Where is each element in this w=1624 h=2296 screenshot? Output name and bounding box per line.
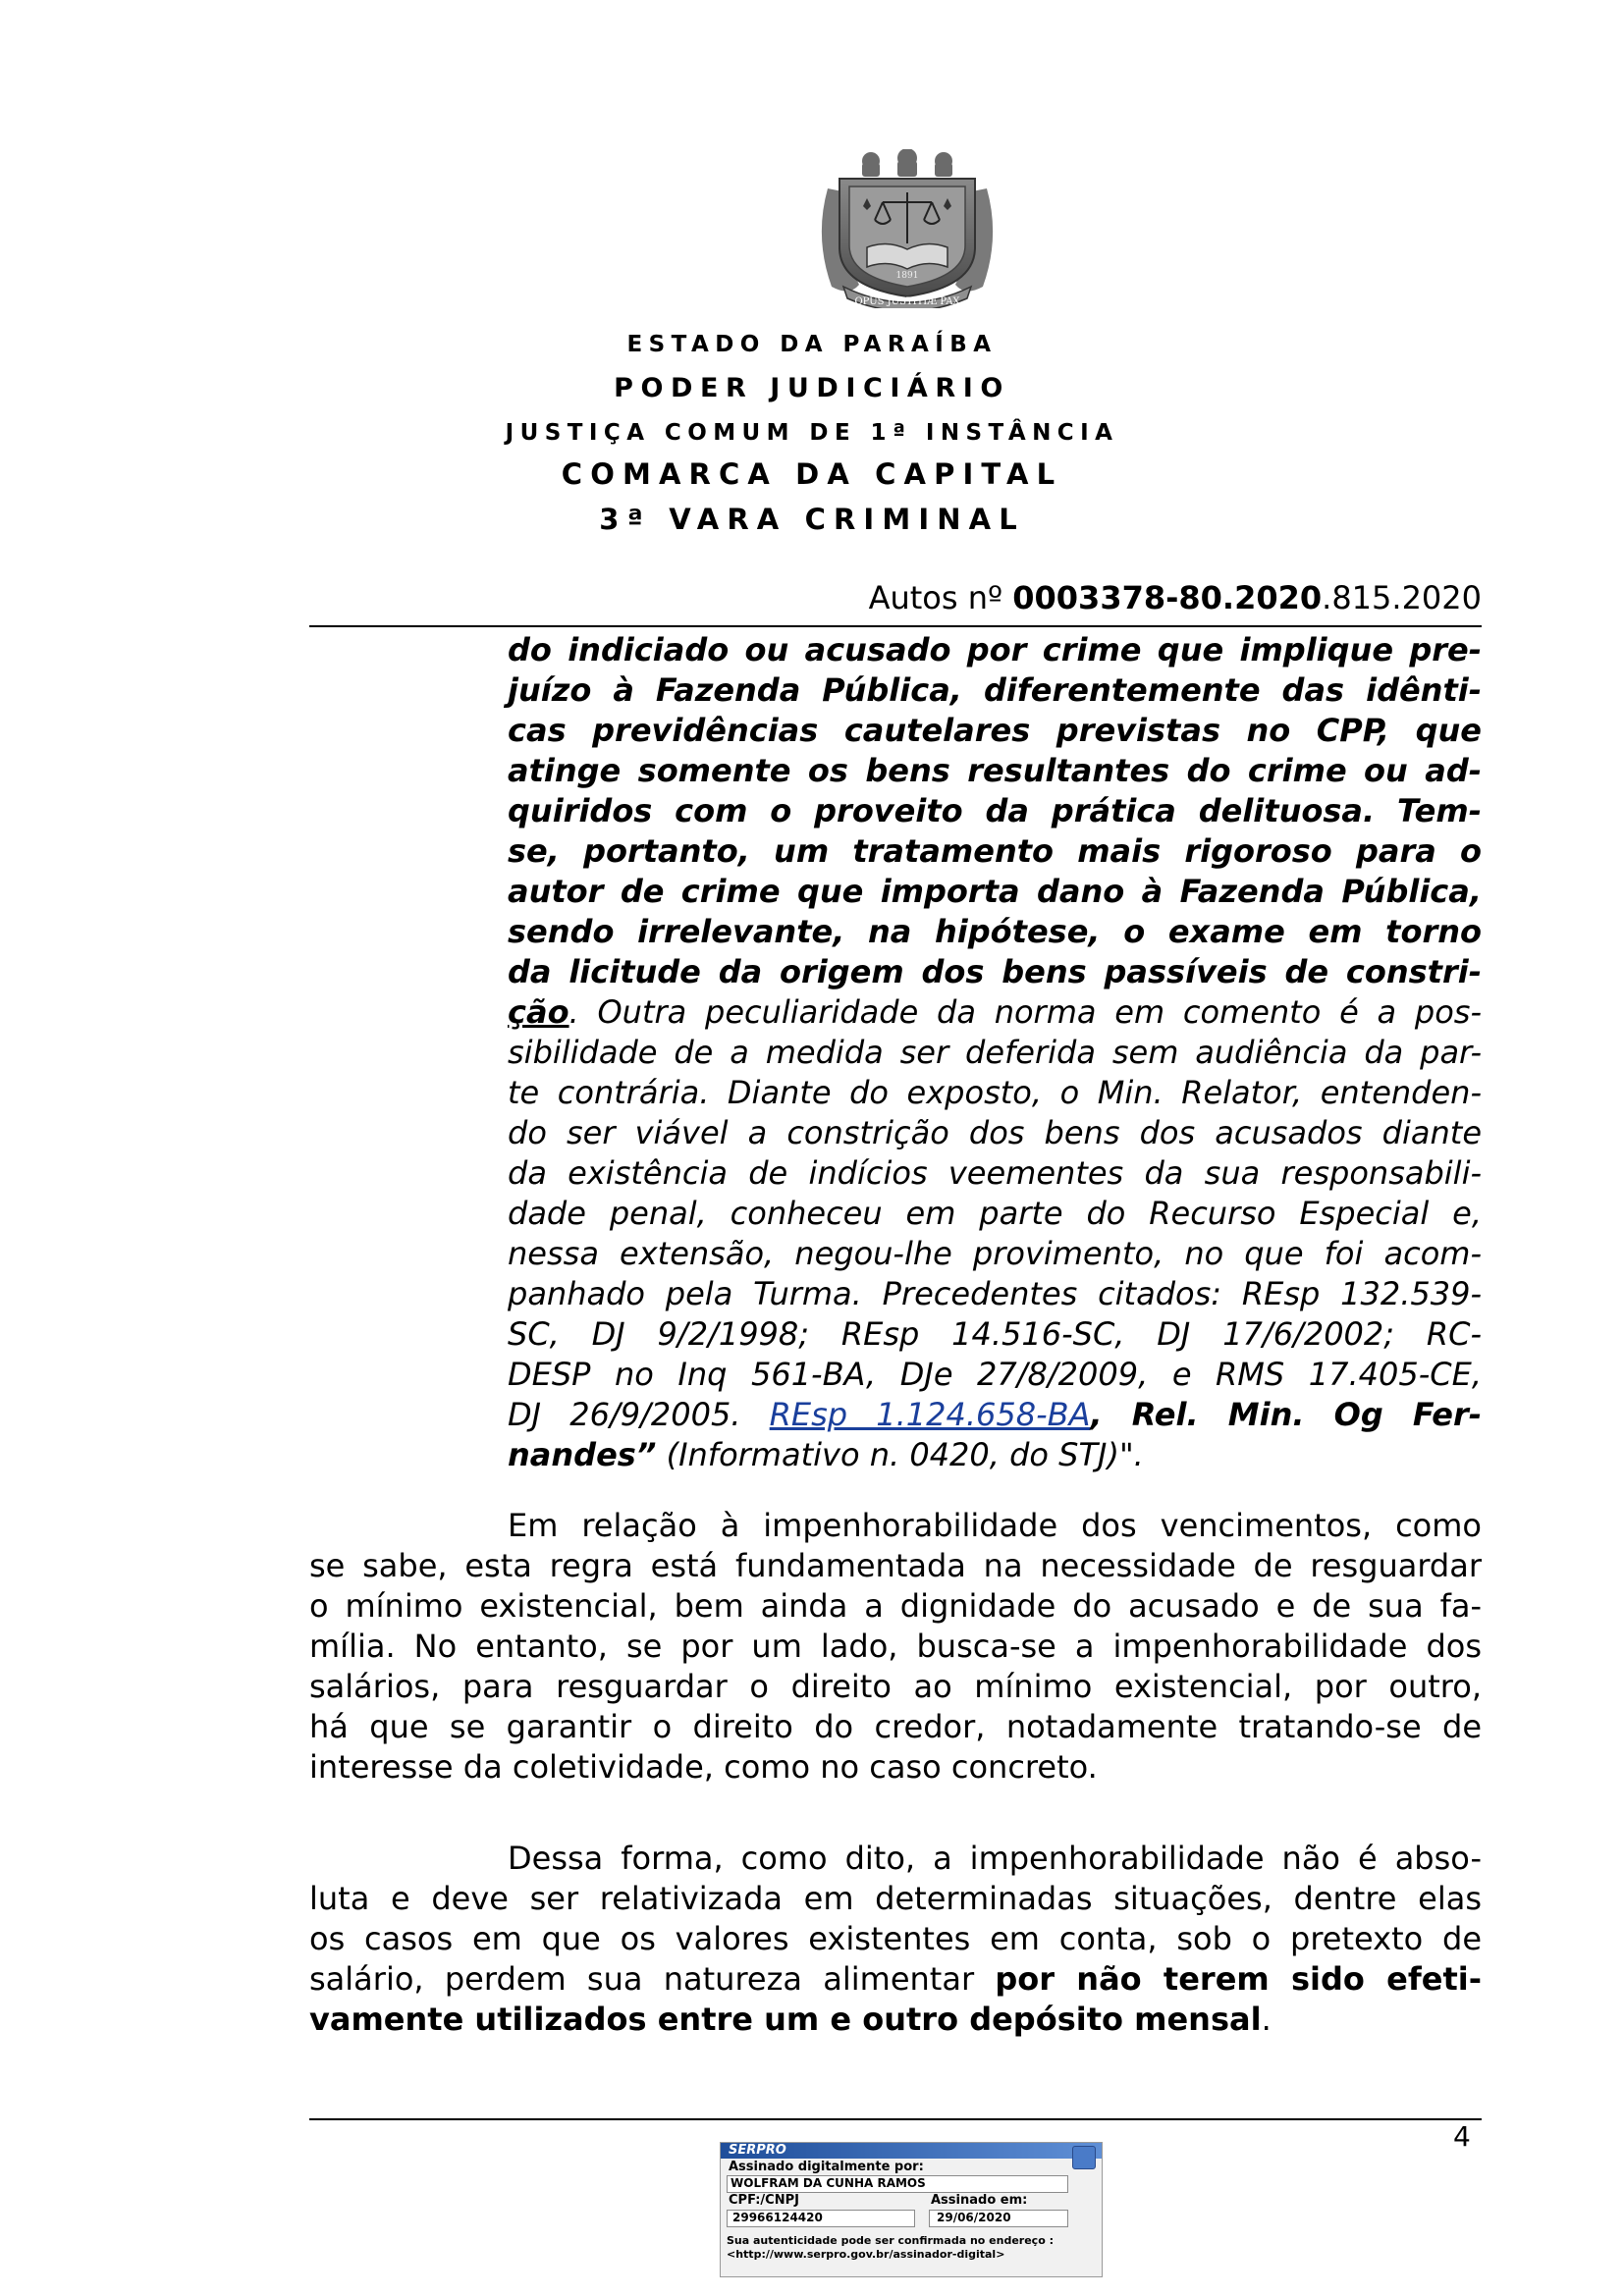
paragraph-line: Em relação à impenhorabilidade dos vencimentos, como [508, 1507, 1482, 1544]
text-run: . [1261, 2001, 1272, 2038]
quote-line [508, 1033, 1482, 1073]
text-run: quiridos com o proveito da prática delituosa. Tem- [508, 792, 1482, 829]
quote-line [508, 1113, 1482, 1153]
text-run: luta e deve ser relativizada em determinadas situações, dentre elas [309, 1880, 1482, 1917]
quote-line [508, 952, 1482, 992]
quote-line [508, 831, 1482, 872]
text-run: nessa extensão, negou-lhe provimento, no que foi acom- [508, 1235, 1482, 1272]
text-run: por não terem sido efeti- [995, 1960, 1483, 1998]
quote-line [508, 1153, 1482, 1194]
text-run: , Rel. Min. Og Fer- [1090, 1396, 1483, 1433]
stamp-verify-line2: <http://www.serpro.gov.br/assinador-digital> [727, 2248, 1005, 2261]
text-run: ção [508, 993, 569, 1031]
header-justice: JUSTIÇA COMUM DE 1ª INSTÂNCIA [505, 420, 1119, 446]
paragraph-line [309, 1879, 1482, 1919]
header-state: ESTADO DA PARAÍBA [626, 332, 998, 357]
header-court: 3ª VARA CRIMINAL [599, 503, 1025, 536]
quote-line [508, 1355, 1482, 1395]
text-run: Dessa forma, como dito, a impenhorabilidade não é abso- [508, 1840, 1482, 1877]
case-number-suffix: .815.2020 [1322, 579, 1482, 616]
quote-line [508, 1395, 1482, 1435]
stamp-signer: WOLFRAM DA CUNHA RAMOS [731, 2176, 926, 2190]
text-run: dade penal, conheceu em parte do Recurso Especial e, [508, 1195, 1482, 1232]
text-run: os casos em que os valores existentes em conta, sob o pretexto de [309, 1920, 1482, 1957]
case-number-bold: 0003378-80.2020 [1012, 579, 1323, 616]
stamp-signed-by-label: Assinado digitalmente por: [729, 2160, 924, 2174]
text-run: DJ 26/9/2005. [508, 1396, 770, 1433]
paragraph-line [309, 2000, 1482, 2040]
footer-divider [309, 2118, 1482, 2120]
text-run: te contrária. Diante do exposto, o Min. Relator, entenden- [508, 1074, 1482, 1111]
text-run: se, portanto, um tratamento mais rigoroso para o [508, 832, 1482, 870]
stamp-cpf-label: CPF:/CNPJ [729, 2193, 799, 2208]
paragraph-line: salários, para resguardar o direito ao mínimo existencial, por outro, [309, 1668, 1482, 1705]
text-run: do indiciado ou acusado por crime que implique pre- [508, 631, 1482, 668]
paragraph-line: o mínimo existencial, bem ainda a dignidade do acusado e de sua fa- [309, 1587, 1482, 1625]
court-crest-logo [810, 149, 1004, 308]
quote-line [508, 711, 1482, 751]
text-run: salário, perdem sua natureza alimentar [309, 1960, 996, 1998]
text-run: . Outra peculiaridade da norma em comento é a pos- [568, 993, 1482, 1031]
text-run: juízo à Fazenda Pública, diferentemente das idênti- [508, 671, 1482, 709]
quote-line [508, 1073, 1482, 1113]
quote-line [508, 670, 1482, 711]
crest-year: 1891 [895, 271, 919, 281]
text-run: SC, DJ 9/2/1998; REsp 14.516-SC, DJ 17/6/2002; RC- [508, 1315, 1482, 1353]
text-run: (Informativo n. 0420, do STJ)". [656, 1436, 1144, 1473]
paragraph-line: se sabe, esta regra está fundamentada na necessidade de resguardar [309, 1547, 1482, 1584]
case-number [869, 579, 1482, 616]
text-run: da existência de indícios veementes da sua responsabili- [508, 1154, 1482, 1192]
text-run: autor de crime que importa dano à Fazenda Pública, [508, 873, 1482, 910]
quote-line [508, 872, 1482, 912]
quote-line [508, 791, 1482, 831]
quote-line [508, 1234, 1482, 1274]
stamp-brand: SERPRO [729, 2143, 786, 2158]
text-run: nandes” [508, 1436, 657, 1473]
stamp-signed-on-label: Assinado em: [931, 2193, 1028, 2208]
header-divider [309, 625, 1482, 627]
stamp-cpf: 29966124420 [732, 2211, 823, 2224]
paragraph-line [309, 1919, 1482, 1959]
digital-signature-stamp [720, 2142, 1103, 2277]
case-number-prefix: Autos nº [868, 579, 1013, 616]
text-run: do ser viável a constrição dos bens dos acusados diante [508, 1114, 1482, 1151]
text-run: DESP no Inq 561-BA, DJe 27/8/2009, e RMS 17.405-CE, [508, 1356, 1482, 1393]
text-run: cas previdências cautelares previstas no CPP, que [508, 712, 1482, 749]
paragraph-line: mília. No entanto, se por um lado, busca-se a impenhorabilidade dos [309, 1628, 1482, 1665]
header-branch: PODER JUDICIÁRIO [614, 373, 1010, 403]
paragraph-line [508, 1839, 1482, 1879]
stamp-verify-line1: Sua autenticidade pode ser confirmada no endereço : [727, 2234, 1054, 2247]
quote-line [508, 1194, 1482, 1234]
quote-line [508, 1314, 1482, 1355]
quote-line [508, 1274, 1482, 1314]
page-number: 4 [1453, 2120, 1471, 2153]
quote-line [508, 751, 1482, 791]
text-run: panhado pela Turma. Precedentes citados: REsp 132.539- [508, 1275, 1482, 1312]
case-link[interactable]: REsp 1.124.658-BA [769, 1396, 1091, 1433]
quote-line [508, 912, 1482, 952]
paragraph-line [309, 1959, 1482, 2000]
paragraph-line: interesse da coletividade, como no caso concreto. [309, 1748, 1098, 1786]
header-district: COMARCA DA CAPITAL [561, 457, 1063, 491]
text-run: atinge somente os bens resultantes do crime ou ad- [508, 752, 1482, 789]
text-run: sendo irrelevante, na hipótese, o exame em torno [508, 913, 1482, 950]
signature-check-icon [1072, 2146, 1096, 2169]
paragraph-line: há que se garantir o direito do credor, notadamente tratando-se de [309, 1708, 1482, 1745]
crest-motto: OPUS JUSTITIÆ PAX [854, 296, 960, 307]
quote-line [508, 1435, 1482, 1475]
text-run: vamente utilizados entre um e outro depósito mensal [309, 2001, 1262, 2038]
text-run: da licitude da origem dos bens passíveis de constri- [508, 953, 1482, 990]
text-run: sibilidade de a medida ser deferida sem audiência da par- [508, 1034, 1482, 1071]
stamp-date: 29/06/2020 [937, 2211, 1011, 2224]
quote-line [508, 630, 1482, 670]
quote-line [508, 992, 1482, 1033]
